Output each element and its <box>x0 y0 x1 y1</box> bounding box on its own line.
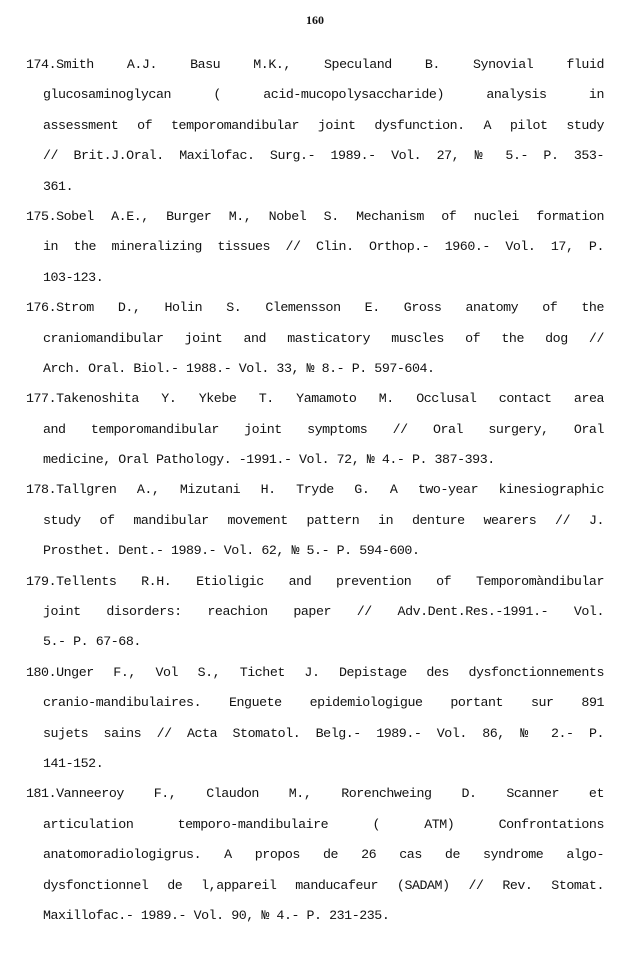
reference-entry <box>26 202 604 293</box>
reference-line: sujets sains // Acta Stomatol. Belg.- 1989.- Vol. 86, № 2.- P. <box>43 725 604 741</box>
reference-first-line: 177.Takenoshita Y. Ykebe T. Yamamoto M. Occlusal contact area <box>26 391 604 407</box>
reference-line: // Brit.J.Oral. Maxilofac. Surg.- 1989.- Vol. 27, № 5.- P. 353- <box>43 148 604 164</box>
reference-first-line: 175.Sobel A.E., Burger M., Nobel S. Mechanism of nuclei formation <box>26 208 604 224</box>
reference-entry <box>26 293 604 384</box>
reference-entry <box>26 475 604 566</box>
reference-first-line: 181.Vanneeroy F., Claudon M., Rorenchweing D. Scanner et <box>26 786 604 802</box>
reference-line: medicine, Oral Pathology. -1991.- Vol. 72, № 4.- P. 387-393. <box>43 452 495 468</box>
reference-line: craniomandibular joint and masticatory muscles of the dog // <box>43 330 604 346</box>
reference-first-line: 179.Tellents R.H. Etioligic and prevention of Temporomàndibular <box>26 573 604 589</box>
reference-line: 5.- P. 67-68. <box>43 634 141 650</box>
reference-line: and temporomandibular joint symptoms // Oral surgery, Oral <box>43 421 604 437</box>
reference-line: 361. <box>43 178 74 194</box>
reference-line: articulation temporo-mandibulaire ( ATM) Confrontations <box>43 816 604 832</box>
reference-line: 103-123. <box>43 269 104 285</box>
reference-entry <box>26 50 604 202</box>
reference-line: assessment of temporomandibular joint dysfunction. A pilot study <box>43 117 604 133</box>
page-number: 160 <box>306 13 324 27</box>
reference-line: anatomoradiologigrus. A propos de 26 cas de syndrome algo- <box>43 847 604 863</box>
reference-first-line: 176.Strom D., Holin S. Clemensson E. Gross anatomy of the <box>26 300 604 316</box>
reference-line: cranio-mandibulaires. Enguete epidemiologigue portant sur 891 <box>43 695 604 711</box>
reference-entry <box>26 567 604 658</box>
reference-entry <box>26 384 604 475</box>
reference-line: glucosaminoglycan ( acid-mucopolysaccharide) analysis in <box>43 87 604 103</box>
reference-entry <box>26 658 604 780</box>
reference-line: Maxillofac.- 1989.- Vol. 90, № 4.- P. 231-235. <box>43 907 390 923</box>
reference-line: joint disorders: reachion paper // Adv.Dent.Res.-1991.- Vol. <box>43 604 604 620</box>
reference-first-line: 178.Tallgren A., Mizutani H. Tryde G. A two-year kinesiographic <box>26 482 604 498</box>
reference-first-line: 180.Unger F., Vol S., Tichet J. Depistage des dysfonctionnements <box>26 664 604 680</box>
reference-entry <box>26 779 604 931</box>
reference-line: 141-152. <box>43 755 104 771</box>
reference-list <box>26 50 604 931</box>
reference-line: study of mandibular movement pattern in denture wearers // J. <box>43 512 604 528</box>
reference-line: in the mineralizing tissues // Clin. Orthop.- 1960.- Vol. 17, P. <box>43 239 604 255</box>
reference-line: Arch. Oral. Biol.- 1988.- Vol. 33, № 8.- P. 597-604. <box>43 360 435 376</box>
reference-line: dysfonctionnel de l,appareil manducafeur (SADAM) // Rev. Stomat. <box>43 877 604 893</box>
reference-line: Prosthet. Dent.- 1989.- Vol. 62, № 5.- P. 594-600. <box>43 543 420 559</box>
reference-first-line: 174.Smith A.J. Basu M.K., Speculand B. Synovial fluid <box>26 57 604 72</box>
